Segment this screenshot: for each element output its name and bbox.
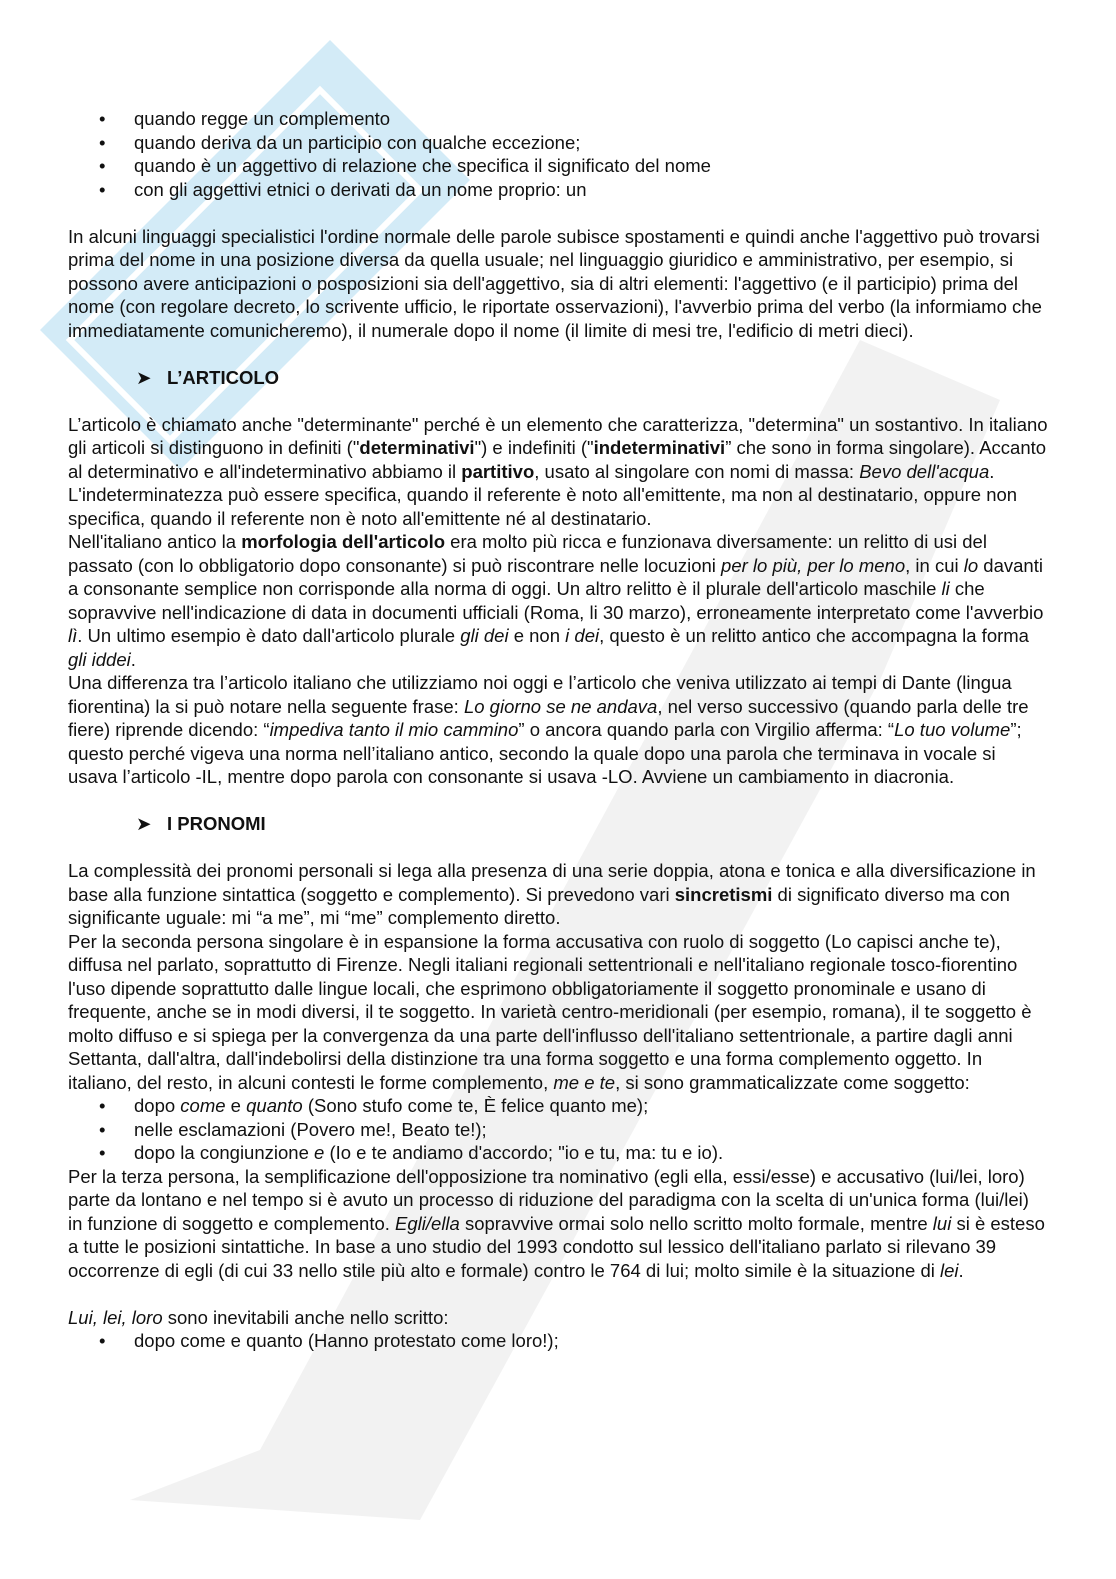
list-item: • dopo come e quanto (Hanno protestato come loro!); [68,1329,1048,1353]
list-item: • dopo la congiunzione e (Io e te andiamo d'accordo; "io e tu, ma: tu e io). [68,1141,1048,1165]
paragraph-pronomi-2: Per la seconda persona singolare è in espansione la forma accusativa con ruolo di soggetto (Lo capisci anche te), diffusa nel parlato, soprattutto di Firenze. Negli italiani regionali settentrionali e nell'italiano regionale tosco-fiorentino l'uso dipende soprattutto dalle lingue locali, che esprimono obbligatoriamente il soggetto pronominale e usano di frequente, anche se in modi diversi, il te soggetto. In varietà centro-meridionali (per esempio, romana), il te soggetto è molto diffuso e si spiega per la convergenza da una parte dell'influsso dell'italiano settentrionale, a partire dagli anni Settanta, dall'altra, dall'indebolirsi della distinzione tra una forma soggetto e una forma complemento oggetto. In italiano, del resto, in alcuni contesti le forme complemento, me e te, si sono grammaticalizzate come soggetto: [68,930,1032,1093]
section-heading-text: I PRONOMI [167,813,266,834]
paragraph-articolo-2: L'indeterminatezza può essere specifica, quando il referente è noto all'emittente, ma non al destinatario, oppure non specifica, quando il referente non è noto all'emittente né al destinatario. [68,484,1018,529]
list-item-text: quando deriva da un participio con qualche eccezione; [134,131,581,153]
list-item [68,178,1048,202]
paragraph-articolo-4: Una differenza tra l’articolo italiano che utilizziamo noi oggi e l’articolo che veniva utilizzato ai tempi di Dante (lingua fiorentina) la si può notare nella seguente frase: Lo giorno se ne andava, nel verso successivo (quando parla delle tre fiere) riprende dicendo: “impediva tanto il mio cammino” o ancora quando parla con Virgilio afferma: “Lo tuo volume”; questo perché vigeva una norma nell’italiano antico, secondo la quale dopo una parola che terminava in vocale si usava l’articolo -IL, mentre dopo parola con consonante si usava -LO. Avviene un cambiamento in diacronia. [68,672,1029,787]
list-item-text: con gli aggettivi etnici o derivati da un nome proprio: un [134,178,587,200]
pronomi-bullet-list [68,1094,1048,1165]
paragraph-pronomi-1: La complessità dei pronomi personali si lega alla presenza di una serie doppia, atona e tonica e alla diversificazione in base alla funzione sintattica (soggetto e complemento). Si prevedono vari sincretismi di significato diverso ma con significante uguale: mi “a me”, mi “me” complemento diretto. [68,860,1036,928]
section-heading-articolo [68,366,1048,390]
section-heading-pronomi [68,812,1048,836]
paragraph-pronomi-4: Lui, lei, loro sono inevitabili anche nello scritto: [68,1306,449,1328]
list-item: • nelle esclamazioni (Povero me!, Beato te!); [68,1118,1048,1142]
paragraph-articolo-3: Nell'italiano antico la morfologia dell'articolo era molto più ricca e funzionava diversamente: un relitto di usi del passato (con lo obbligatorio dopo consonante) si può riscontrare nelle locuzioni per lo più, per lo meno, in cui lo davanti a consonante semplice non corrisponde alla norma di oggi. Un altro relitto è il plurale dell'articolo maschile li che sopravvive nell'indicazione di data in documenti ufficiali (Roma, li 30 marzo), erroneamente interpretato come l'avverbio lì. Un ultimo esempio è dato dall'articolo plurale gli dei e non i dei, questo è un relitto antico che accompagna la forma gli iddei. [68,531,1044,670]
spacer [68,342,1048,366]
list-item [68,131,1048,155]
spacer [68,389,1048,413]
arrowhead-icon: ➤ [136,813,152,834]
final-bullet-list [68,1329,1048,1353]
spacer [68,1282,1048,1306]
spacer [68,789,1048,813]
list-item-text: quando regge un complemento [134,108,391,129]
intro-bullet-list [68,107,1048,201]
list-item [68,107,1048,131]
paragraph-articolo-1: L’articolo è chiamato anche "determinante" perché è un elemento che caratterizza, "determina" un sostantivo. In italiano gli articoli si distinguono in definiti ("determinativi") e indefiniti ("indeterminativi” che sono in forma singolare). Accanto al determinativo e all'indeterminativo abbiamo il partitivo, usato al singolare con nomi di massa: Bevo dell'acqua. [68,413,1048,482]
list-item [68,154,1048,178]
list-item-text: quando è un aggettivo di relazione che specifica il significato del nome [134,155,711,176]
section-heading-text: L’ARTICOLO [167,366,280,388]
spacer [68,836,1048,860]
spacer [68,201,1048,225]
paragraph-ordine: In alcuni linguaggi specialistici l'ordine normale delle parole subisce spostamenti e quindi anche l'aggettivo può trovarsi prima del nome in una posizione diversa da quella usuale; nel linguaggio giuridico e amministrativo, per esempio, si possono avere anticipazioni o posposizioni sia dell'aggettivo, sia di altri elementi: l'aggettivo (e il participio) prima del nome (con regolare decreto, lo scrivente ufficio, le riportate osservazioni), l'avverbio prima del verbo (la informiamo che immediatamente comunicheremo), il numerale dopo il nome (il limite di mesi tre, l'edificio di metri dieci). [68,225,1042,341]
arrowhead-icon: ➤ [136,366,152,388]
paragraph-pronomi-3: Per la terza persona, la semplificazione dell'opposizione tra nominativo (egli ella, essi/esse) e accusativo (lui/lei, loro) parte da lontano e nel tempo si è avuto un processo di riduzione del paradigma con la scelta di un'unica forma (lui/lei) in funzione di soggetto e complemento. Egli/ella sopravvive ormai solo nello scritto molto formale, mentre lui si è esteso a tutte le posizioni sintattiche. In base a uno studio del 1993 condotto sul lessico dell'italiano parlato si rilevano 39 occorrenze di egli (di cui 33 nello stile più alto e formale) contro le 764 di lui; molto simile è la situazione di lei. [68,1165,1045,1281]
list-item: • dopo come e quanto (Sono stufo come te, È felice quanto me); [68,1094,1048,1118]
